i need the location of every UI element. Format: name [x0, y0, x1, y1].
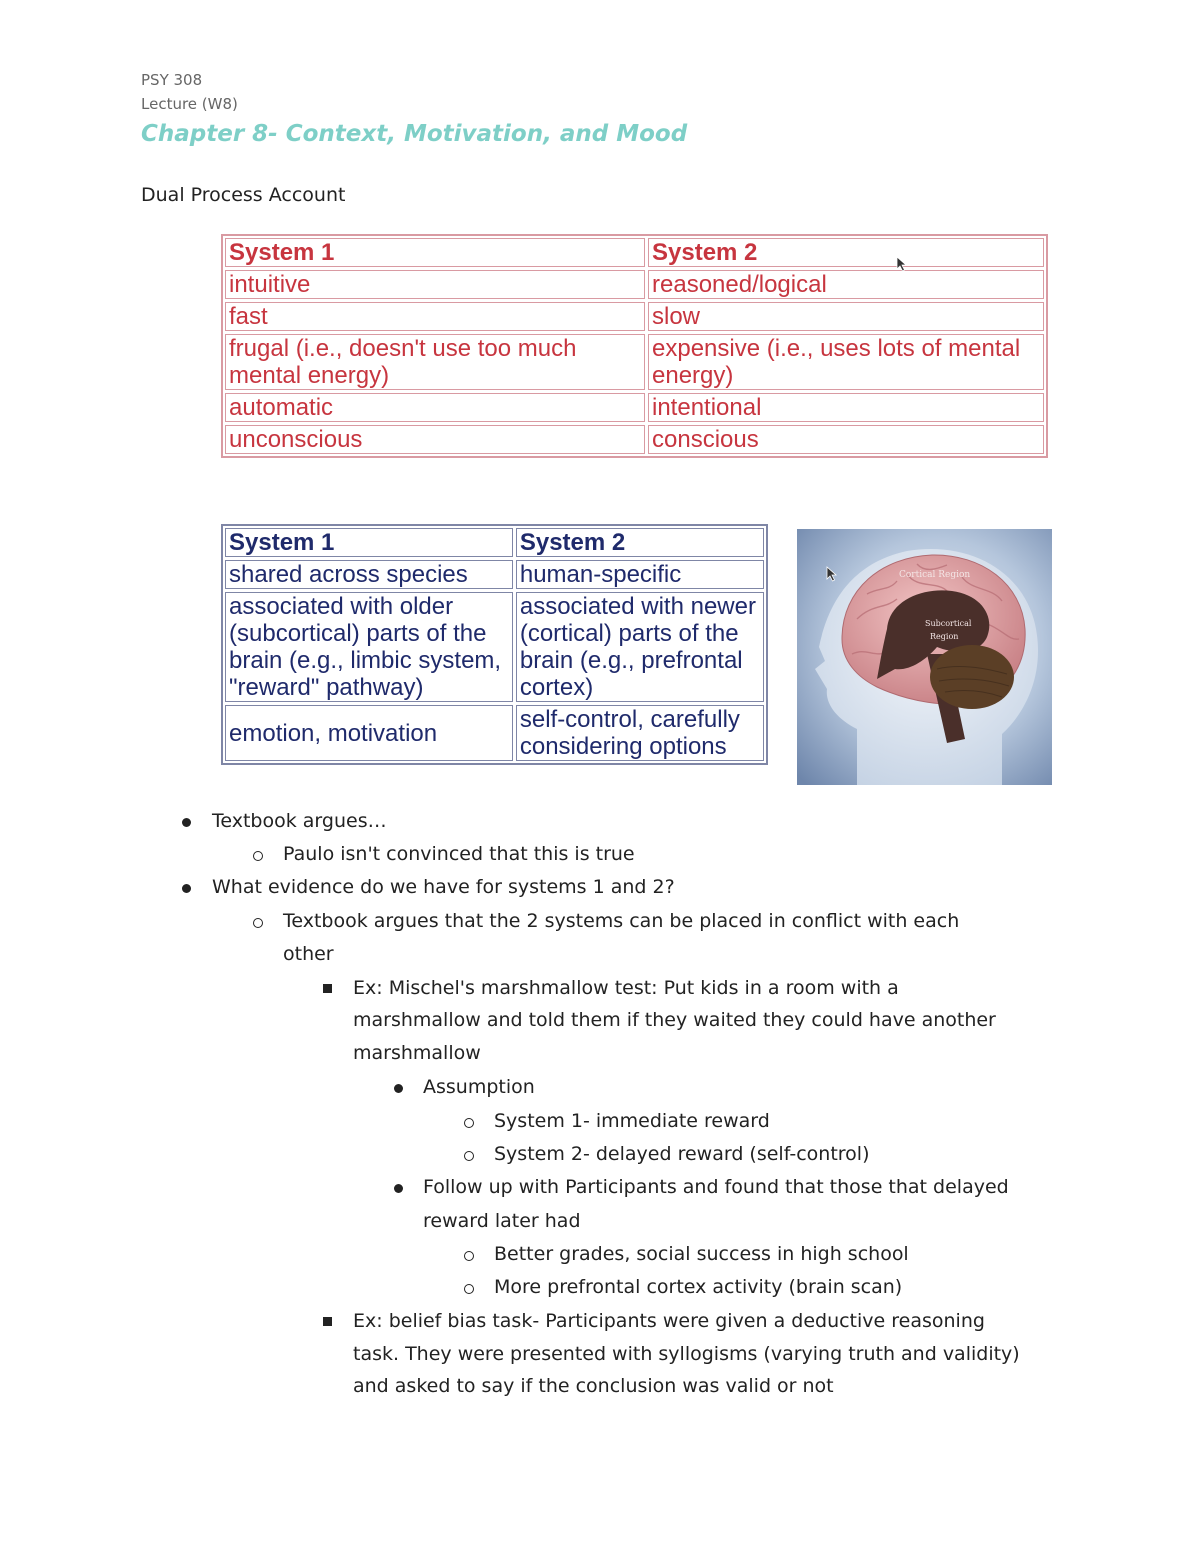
subcortical-region-label: Region — [930, 632, 959, 641]
list-item — [283, 838, 635, 871]
list-item — [494, 1105, 770, 1138]
table-row — [225, 592, 764, 702]
course-code: PSY 308 — [141, 71, 203, 89]
table-cell: intentional — [648, 393, 1044, 422]
table-cell: human-specific — [516, 560, 764, 589]
list-item-text: System 2- delayed reward (self-control) — [494, 1143, 870, 1165]
table-header-cell: System 2 — [648, 238, 1044, 267]
list-item-continuation: marshmallow — [353, 1042, 481, 1064]
list-item-text: Better grades, social success in high school — [494, 1243, 909, 1265]
table-cell: slow — [648, 302, 1044, 331]
table-cell: fast — [225, 302, 645, 331]
subcortical-region-label: Subcortical — [925, 619, 972, 628]
list-item — [353, 972, 899, 1005]
list-item — [423, 1071, 535, 1104]
list-item — [423, 1171, 1009, 1204]
list-item-text: Ex: belief bias task- Participants were given a deductive reasoning — [353, 1310, 985, 1332]
list-item-continuation: and asked to say if the conclusion was valid or not — [353, 1375, 834, 1397]
list-item-text: Ex: Mischel's marshmallow test: Put kids in a room with a — [353, 977, 899, 999]
table-cell: reasoned/logical — [648, 270, 1044, 299]
table-header-cell: System 1 — [225, 238, 645, 267]
cortical-region-label: Cortical Region — [899, 570, 971, 580]
list-item-text: System 1- immediate reward — [494, 1110, 770, 1132]
list-item — [353, 1305, 985, 1338]
table-cell: automatic — [225, 393, 645, 422]
list-item-text: Textbook argues that the 2 systems can be placed in conflict with each — [283, 910, 960, 932]
mouse-cursor-icon — [896, 256, 908, 272]
table-cell: unconscious — [225, 425, 645, 454]
table-cell: intuitive — [225, 270, 645, 299]
table-cell: conscious — [648, 425, 1044, 454]
table-header-row — [225, 238, 1044, 267]
section-heading: Dual Process Account — [141, 184, 346, 206]
list-item-text: Paulo isn't convinced that this is true — [283, 843, 635, 865]
table-cell: shared across species — [225, 560, 513, 589]
list-item-continuation: task. They were presented with syllogisms (varying truth and validity) — [353, 1343, 1020, 1365]
list-item — [494, 1238, 909, 1271]
list-item-continuation: reward later had — [423, 1210, 581, 1232]
list-item — [212, 805, 387, 838]
system-comparison-table-1 — [221, 234, 1048, 458]
table-cell: associated with older (subcortical) parts of the brain (e.g., limbic system, "reward" pathway) — [225, 592, 513, 702]
table-header-cell: System 1 — [225, 528, 513, 557]
table-row — [225, 302, 1044, 331]
table-cell: emotion, motivation — [225, 705, 513, 761]
list-item — [494, 1271, 902, 1304]
table-row — [225, 270, 1044, 299]
table-cell: associated with newer (cortical) parts of the brain (e.g., prefrontal cortex) — [516, 592, 764, 702]
table-row — [225, 393, 1044, 422]
list-item-text: Textbook argues… — [212, 810, 387, 832]
table-cell: frugal (i.e., doesn't use too much mental energy) — [225, 334, 645, 390]
table-row — [225, 425, 1044, 454]
system-comparison-table-2 — [221, 524, 768, 765]
list-item-text: Assumption — [423, 1076, 535, 1098]
brain-illustration — [797, 529, 1052, 785]
table-row — [225, 560, 764, 589]
lecture-label: Lecture (W8) — [141, 95, 238, 113]
table-header-cell: System 2 — [516, 528, 764, 557]
list-item — [283, 905, 959, 938]
table-cell: expensive (i.e., uses lots of mental energy) — [648, 334, 1044, 390]
table-row — [225, 705, 764, 761]
table-cell: self-control, carefully considering options — [516, 705, 764, 761]
list-item — [212, 871, 675, 904]
list-item-text: Follow up with Participants and found that those that delayed — [423, 1176, 1009, 1198]
table-row — [225, 334, 1044, 390]
list-item — [494, 1138, 869, 1171]
list-item-text: More prefrontal cortex activity (brain scan) — [494, 1276, 903, 1298]
list-item-text: What evidence do we have for systems 1 and 2? — [212, 876, 675, 898]
table-header-row — [225, 528, 764, 557]
list-item-continuation: marshmallow and told them if they waited they could have another — [353, 1009, 996, 1031]
page-title: Chapter 8- Context, Motivation, and Mood — [141, 121, 688, 147]
list-item-continuation: other — [283, 943, 334, 965]
